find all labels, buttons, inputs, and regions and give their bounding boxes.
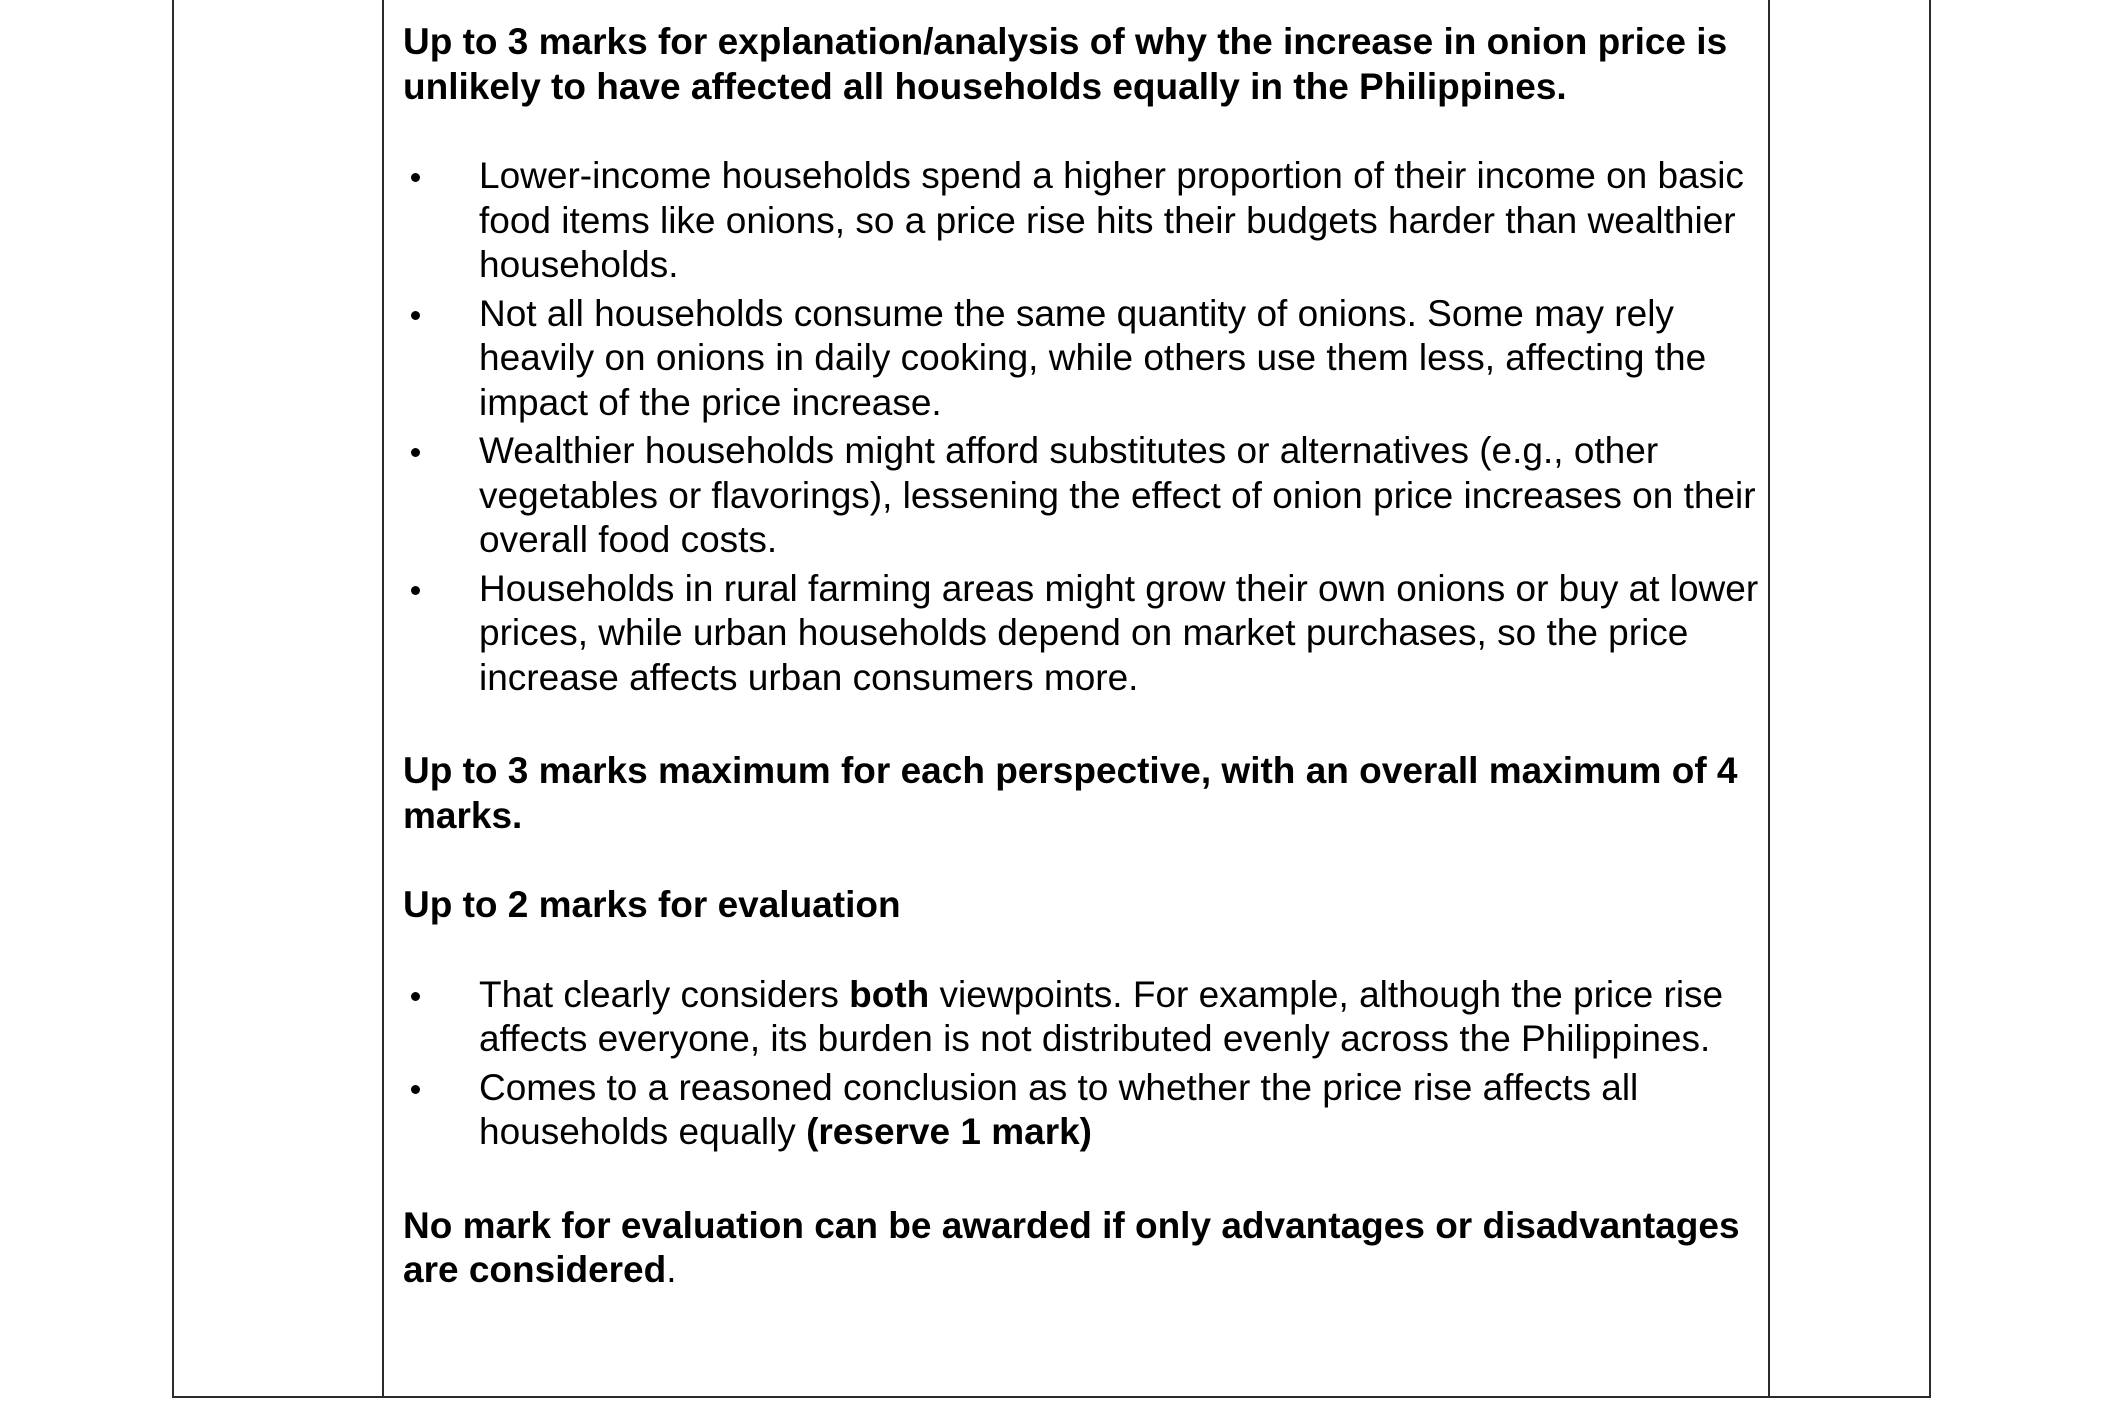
- max-marks-note: Up to 3 marks maximum for each perspective, with an overall maximum of 4 marks.: [403, 750, 1738, 836]
- bullet-icon: [411, 1085, 420, 1094]
- bullet-text: Households in rural farming areas might grow their own onions or buy at lower prices, while urban households depend on market purchases, so the price increase affects urban consumers more.: [479, 567, 1759, 698]
- bullet-text-post: viewpoints. For example, although the price rise affects everyone, its burden is not distributed evenly across the Philippines.: [479, 973, 1724, 1059]
- bullet-icon: [411, 586, 420, 595]
- list-item: [403, 429, 1763, 563]
- no-mark-note: [403, 1204, 1763, 1293]
- list-item: [403, 567, 1763, 701]
- no-mark-note-period: .: [666, 1249, 677, 1290]
- bullet-icon: [411, 448, 420, 457]
- evaluation-bullet-list: [403, 973, 1763, 1155]
- analysis-heading: Up to 3 marks for explanation/analysis of why the increase in onion price is unlikely to have affected all households equally in the Philippines.: [403, 21, 1728, 107]
- reserve-mark-note: (reserve 1 mark): [806, 1111, 1092, 1152]
- table-border-col2: [1768, 0, 1770, 1398]
- bullet-icon: [411, 992, 420, 1001]
- bullet-icon: [411, 173, 420, 182]
- analysis-bullet-list: [403, 154, 1763, 700]
- bullet-icon: [411, 311, 420, 320]
- bullet-text: Lower-income households spend a higher proportion of their income on basic food items like onions, so a price rise hits their budgets harder than wealthier households.: [479, 155, 1744, 285]
- bullet-text: Wealthier households might afford substitutes or alternatives (e.g., other vegetables or flavorings), lessening the effect of onion price increases on their overall food costs.: [479, 430, 1756, 560]
- bullet-text-pre: Comes to a reasoned conclusion as to whether the price rise affects all households equally: [479, 1066, 1639, 1152]
- table-border-col1: [382, 0, 384, 1398]
- list-item: [403, 1066, 1763, 1155]
- list-item: [403, 154, 1763, 288]
- table-border-bottom: [172, 1396, 1931, 1398]
- evaluation-heading: Up to 2 marks for evaluation: [403, 884, 901, 925]
- table-border-right: [1929, 0, 1931, 1398]
- no-mark-note-text: No mark for evaluation can be awarded if only advantages or disadvantages are considered: [403, 1204, 1740, 1290]
- bullet-text: Not all households consume the same quantity of onions. Some may rely heavily on onions in daily cooking, while others use them less, affecting the impact of the price increase.: [479, 292, 1707, 423]
- bullet-text-emphasis: both: [849, 973, 930, 1015]
- list-item: [403, 973, 1763, 1062]
- list-item: [403, 292, 1763, 426]
- mark-scheme-cell: [403, 20, 1763, 1293]
- table-border-left: [172, 0, 174, 1398]
- bullet-text-pre: That clearly considers: [479, 973, 850, 1015]
